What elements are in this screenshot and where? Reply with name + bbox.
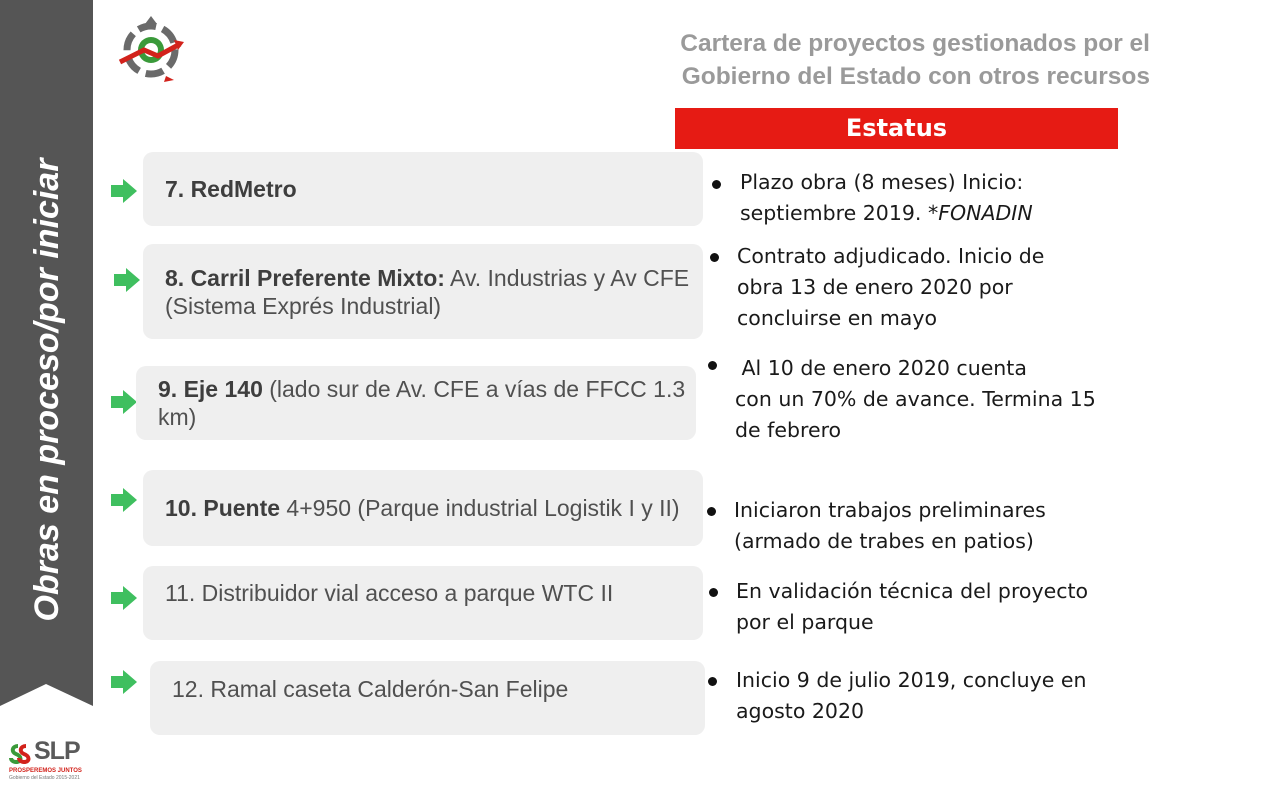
status-text-carril-preferente: Contrato adjudicado. Inicio de obra 13 de enero 2020 por concluirse en mayo (737, 244, 1045, 330)
status-text-redmetro: Plazo obra (8 meses) Inicio: septiembre 2019. *FONADIN (740, 170, 1033, 225)
status-text-ramal-caseta: Inicio 9 de julio 2019, concluye en agosto 2020 (736, 668, 1087, 723)
project-description: 4+950 (Parque industrial Logistik I y II) (280, 495, 680, 521)
status-header: Estatus (675, 108, 1118, 149)
project-description: 11. Distribuidor vial acceso a parque WTC II (165, 580, 614, 606)
project-title-bold: 8. Carril Preferente Mixto: (165, 264, 445, 291)
status-bullet (712, 180, 721, 189)
slp-logo-subtitle: PROSPEREMOS JUNTOS (9, 768, 82, 774)
page-title-line1: Cartera de proyectos gestionados por el (680, 30, 1150, 57)
gear-arrows-logo-icon (114, 14, 188, 82)
green-arrow-icon (110, 487, 138, 513)
project-description: 12. Ramal caseta Calderón-San Felipe (172, 676, 569, 702)
green-arrow-icon (110, 669, 138, 695)
status-text-eje-140: Al 10 de enero 2020 cuenta con un 70% de avance. Termina 15 de febrero (735, 356, 1096, 442)
green-arrow-icon (110, 585, 138, 611)
project-box-ramal-caseta (150, 661, 705, 735)
status-bullet (708, 361, 717, 370)
page-title (560, 27, 1150, 93)
project-title-bold: 7. RedMetro (165, 176, 297, 202)
project-description: (lado sur de Av. CFE a vías de FFCC 1.3 km) (158, 376, 686, 430)
project-box-distribuidor-vial (143, 566, 703, 640)
sidebar-title: Obras en proceso/por iniciar (28, 158, 66, 622)
project-title-bold: 9. Eje 140 (158, 376, 263, 402)
status-bullet (707, 507, 716, 516)
project-box-redmetro (143, 152, 703, 226)
green-arrow-icon (113, 267, 141, 293)
status-text-puente: Iniciaron trabajos preliminares (armado de trabes en patios) (734, 498, 1046, 553)
page-title-line2: Gobierno del Estado con otros recursos (681, 63, 1150, 90)
status-bullet (708, 677, 717, 686)
slp-logo-text: SLP (34, 737, 80, 765)
status-bullet (709, 588, 718, 597)
project-description: Av. Industrias y Av CFE (Sistema Exprés Industrial) (165, 264, 690, 319)
project-title-bold: 10. Puente (165, 495, 281, 521)
green-arrow-icon (110, 178, 138, 204)
slp-logo-caption: Gobierno del Estado 2015-2021 (9, 775, 80, 781)
green-arrow-icon (110, 389, 138, 415)
project-box-carril-preferente (143, 244, 703, 339)
project-box-puente (143, 470, 703, 546)
status-bullet (710, 253, 719, 262)
project-box-eje-140 (136, 366, 696, 440)
status-text-distribuidor-vial: En validación técnica del proyecto por el parque (736, 579, 1089, 634)
